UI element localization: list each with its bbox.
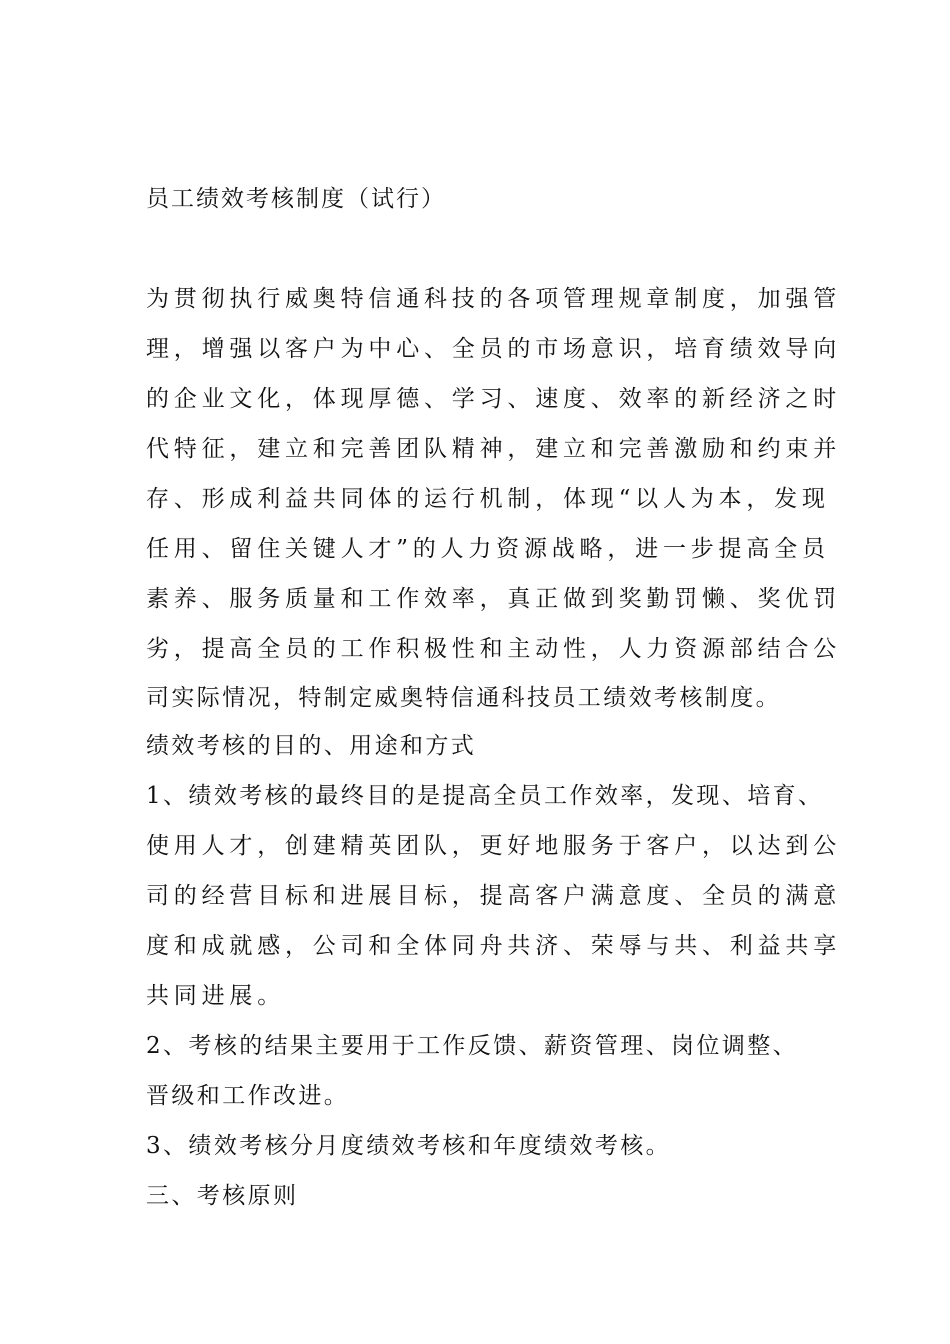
intro-line: 代特征，建立和完善团队精神，建立和完善激励和约束并 xyxy=(146,436,841,462)
item2-line: 2、考核的结果主要用于工作反馈、薪资管理、岗位调整、 xyxy=(146,1033,799,1059)
intro-line: 存、形成利益共同体的运行机制，体现“以人为本，发现 xyxy=(146,486,830,512)
item1-line: 使用人才，创建精英团队，更好地服务于客户，以达到公 xyxy=(146,833,841,859)
intro-line: 的企业文化，体现厚德、学习、速度、效率的新经济之时 xyxy=(146,386,841,412)
intro-line: 劣，提高全员的工作积极性和主动性，人力资源部结合公 xyxy=(146,636,841,662)
item1-line: 共同进展。 xyxy=(146,983,285,1009)
intro-line: 任用、留住关键人才”的人力资源战略，进一步提高全员 xyxy=(146,536,830,562)
item2-line: 晋级和工作改进。 xyxy=(146,1083,350,1109)
item1-line: 1、绩效考核的最终目的是提高全员工作效率，发现、培育、 xyxy=(146,783,824,809)
intro-line: 为贯彻执行威奥特信通科技的各项管理规章制度，加强管 xyxy=(146,286,841,312)
item3-line: 3、绩效考核分月度绩效考核和年度绩效考核。 xyxy=(146,1133,672,1159)
item1-line: 司的经营目标和进展目标，提高客户满意度、全员的满意 xyxy=(146,883,841,909)
section3-heading: 三、考核原则 xyxy=(146,1183,299,1209)
item1-line: 度和成就感，公司和全体同舟共济、荣辱与共、利益共享 xyxy=(146,933,841,959)
intro-line: 理，增强以客户为中心、全员的市场意识，培育绩效导向 xyxy=(146,336,841,362)
intro-line: 司实际情况，特制定威奥特信通科技员工绩效考核制度。 xyxy=(146,685,781,711)
intro-line: 素养、服务质量和工作效率，真正做到奖勤罚懒、奖优罚 xyxy=(146,586,841,612)
document-title: 员工绩效考核制度（试行） xyxy=(146,186,446,212)
section-heading: 绩效考核的目的、用途和方式 xyxy=(146,733,477,759)
